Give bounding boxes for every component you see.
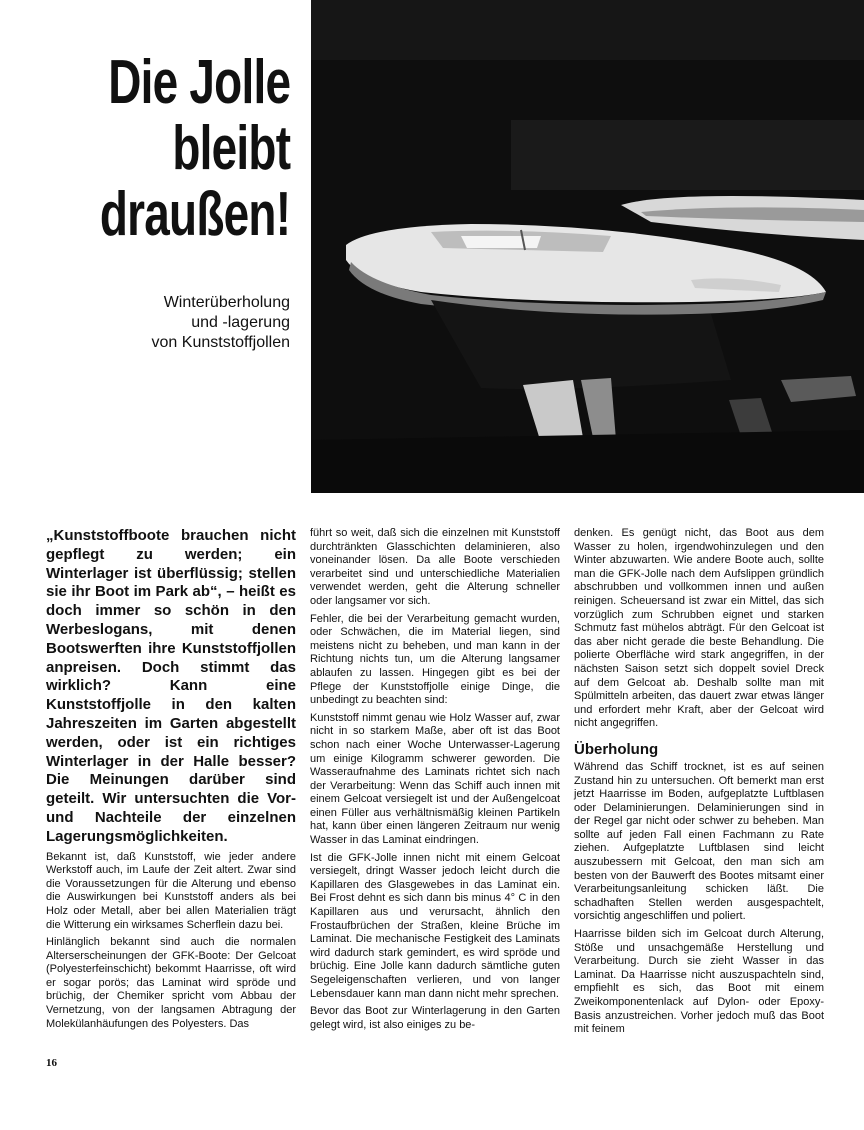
- body-paragraph: führt so weit, daß sich die einzelnen mit Kunststoff durchtränkten Glasschichten delaminieren, also voneinander lösen. Da alle Boote verschieden verarbeitet sind und unterschiedliche Materialien verwendet werden, geht die Alterung schneller oder langsamer vor sich.: [310, 527, 560, 607]
- body-paragraph: denken. Es genügt nicht, das Boot aus dem Wasser zu holen, irgendwohinzulegen und den Winter abzuwarten. Wie andere Boote auch, sollte man die GFK-Jolle nach dem Aufslippen gründlich abschrubben und vollkommen innen und außen reinigen. Scheuersand ist zwar ein Mittel, das sich vorzüglich zum Schrubben eignet und starken Schmutz fast mühelos abträgt. Für den Gelcoat ist das aber nicht gerade die beste Behandlung. Die polierte Oberfläche wird stark angegriffen, in der nächsten Saison setzt sich doppelt soviel Dreck auf dem Gelcoat ab. Deshalb sollte man mit Spülmitteln arbeiten, das dauert zwar etwas länger und erfordert mehr Kraft, aber der Gelcoat wird nicht angegriffen.: [574, 527, 824, 730]
- body-paragraph: Ist die GFK-Jolle innen nicht mit einem Gelcoat versiegelt, dringt Wasser jedoch leicht durch die Kapillaren des Glasgewebes in das Laminat ein. Bei Frost dehnt es sich dann bis minus 4° C in den Kapillaren aus und verursacht, ähnlich den Frostaufbrüchen der Straßen, kleine Brüche im Laminat. Die mechanische Festigkeit des Laminats wird dadurch stark gemindert, es wird spröde und brüchig. Eine Jolle kann dadurch sämtliche guten Segeleigenschaften verlieren, und von langer Lebensdauer kann man dann nicht mehr sprechen.: [310, 851, 560, 1000]
- article-subtitle: [152, 293, 290, 353]
- body-paragraph: Bekannt ist, daß Kunststoff, wie jeder andere Werkstoff auch, im Laufe der Zeit altert. Zwar sind die Voraussetzungen für die Alterung und ebenso die Auswirkungen bei Kunststoff anders als bei Holz oder Metall, aber bei allen Materialien trägt die Witterung ein wirksames Scherflein dazu bei.: [46, 850, 296, 931]
- subtitle-line-3: von Kunststoffjollen: [151, 334, 290, 351]
- body-paragraph: Haarrisse bilden sich im Gelcoat durch Alterung, Stöße und unsachgemäße Herstellung und Verarbeitung. Durch sie zieht Wasser in das Laminat. Da Haarrisse nicht auszuspachteln sind, empfiehlt es sich, das Boot mit einem Zweikomponentenlack auf Dylon- oder Epoxy-Basis anzustreichen. Vorher jedoch muß das Boot mit feinem: [574, 928, 824, 1036]
- column-2: [310, 527, 560, 1036]
- body-paragraph: Kunststoff nimmt genau wie Holz Wasser auf, zwar nicht in so starkem Maße, aber oft ist das Boot schon nach einer Woche Unterwasser-Lagerung um einige Kilogramm schwerer geworden. Die Wasseraufnahme des Laminats richtet sich nach der Verarbeitung: Wenn das Schiff auch innen mit einem Gelcoat versiegelt ist und der Außengelcoat einen Füller aus verhältnismäßig kleinen Partikeln hat, kann über einen längeren Zeitraum nur wenig Wasser in das Laminat eindringen.: [310, 711, 560, 847]
- dinghy-photo: [311, 0, 864, 493]
- subtitle-line-2: und -lagerung: [191, 314, 290, 331]
- body-paragraph: Bevor das Boot zur Winterlagerung in den Garten gelegt wird, ist also einiges zu be-: [310, 1005, 560, 1031]
- column-1: [46, 527, 296, 1035]
- article-title: [100, 50, 290, 248]
- dinghy-illustration: [311, 0, 864, 493]
- title-line-2: bleibt: [172, 114, 290, 183]
- body-paragraph: Hinlänglich bekannt sind auch die normalen Alterserscheinungen der GFK-Boote: Der Gelcoat (Polyesterfeinschicht) bekommt Haarrisse, oft wird er sogar porös; das Laminat wird spröde und brüchig, der Chemiker spricht vom Abbau der Vernetzung, von der langsamen Abtragung der Molekülanhäufungen des Polyesters. Das: [46, 936, 296, 1030]
- page-number: 16: [46, 1057, 57, 1069]
- column-3: [574, 527, 824, 1041]
- body-paragraph: Während das Schiff trocknet, ist es auf seinen Zustand hin zu untersuchen. Oft bemerkt man erst jetzt Haarrisse im Boden, aufgeplatzte Luftblasen oder Delaminierungen. Delaminierungen sind in der Regel gar nicht oder schwer zu beheben. Man sollte auf jeden Fall einen Fachmann zu Rate ziehen. Aufgeplatzte Luftblasen sind leicht auszubessern mit Gelcoat, den man sich am besten von der Bauwerft des Bootes mitsamt einer Verarbeitungsanleitung schicken läßt. Die schadhaften Stellen werden ausgespachtelt, vorsichtig angeschliffen und poliert.: [574, 760, 824, 923]
- body-paragraph: Fehler, die bei der Verarbeitung gemacht wurden, oder Schwächen, die im Material liegen, sind meistens nicht zu beheben, und man kann in der Richtung nichts tun, um die Alterung langsamer ablaufen zu lassen. Hingegen gibt es bei der Pflege der Kunststoffjolle einige Dinge, die unbedingt zu beachten sind:: [310, 612, 560, 707]
- lead-paragraph: „Kunststoffboote brauchen nicht gepflegt zu werden; ein Winterlager ist überflüssig; stellen sie ihr Boot im Park ab“, – heißt es doch immer so schön in den Werbeslogans, mit denen Bootswerften ihre Kunststoffjollen anpreisen. Doch stimmt das wirklich? Kann eine Kunststoffjolle in den kalten Jahreszeiten im Garten abgestellt werden, oder ist ein richtiges Winterlager in der Halle besser? Die Meinungen darüber sind geteilt. Wir untersuchten die Vor- und Nachteile der einzelnen Lagerungsmöglichkeiten.: [46, 527, 296, 845]
- subtitle-line-1: Winterüberholung: [163, 294, 290, 311]
- title-line-3: draußen!: [99, 180, 290, 249]
- title-line-1: Die Jolle: [107, 48, 291, 117]
- section-heading: Überholung: [574, 740, 659, 758]
